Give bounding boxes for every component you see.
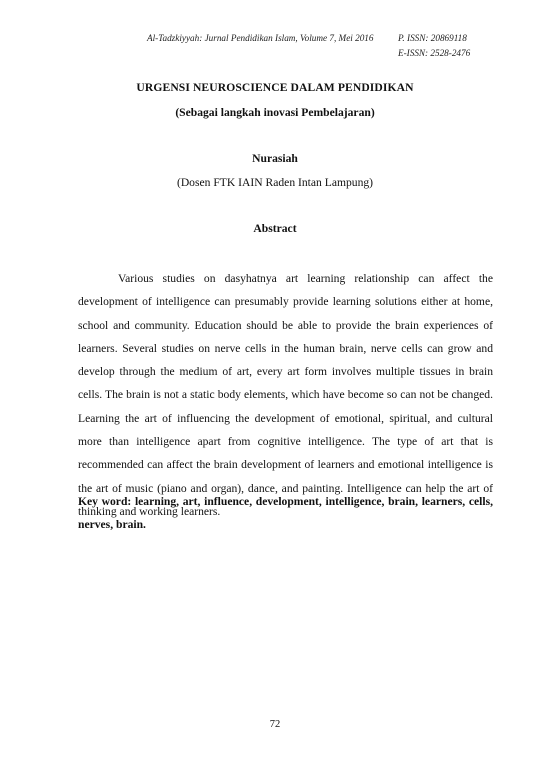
article-title: URGENSI NEUROSCIENCE DALAM PENDIDIKAN [136, 81, 414, 94]
electronic-issn: E-ISSN: 2528-2476 [398, 48, 471, 58]
article-subtitle: (Sebagai langkah inovasi Pembelajaran) [175, 106, 375, 119]
journal-citation: Al-Tadzkiyyah: Jurnal Pendidikan Islam, Volume 7, Mei 2016 [147, 33, 374, 43]
abstract-heading: Abstract [253, 222, 297, 235]
print-issn: P. ISSN: 20869118 [398, 33, 467, 43]
author-name: Nurasiah [252, 152, 298, 165]
author-affiliation: (Dosen FTK IAIN Raden Intan Lampung) [176, 176, 374, 189]
page-number: 72 [269, 719, 281, 730]
keywords: Key word: learning, art, influence, development, intelligence, brain, learners, cells, nerves, brain. [78, 495, 493, 532]
abstract-body: Various studies on dasyhatnya art learning relationship can affect the development of intelligence can presumably provide learning solutions either at home, school and community. Education should be able to provide the brain experiences of learners. Several studies on nerve cells in the human brain, nerve cells can grow and develop through the medium of art, every art form involves multiple tissues in brain cells. The brain is not a static body elements, which have become so can not be changed. Learning the art of influencing the development of emotional, spiritual, and cultural more than intelligence apart from cognitive intelligence. The type of art that is recommended can affect the brain development of learners and emotional intelligence is the art of music (piano and organ), dance, and painting. Intelligence can help the art of thinking and working learners. [78, 272, 493, 518]
